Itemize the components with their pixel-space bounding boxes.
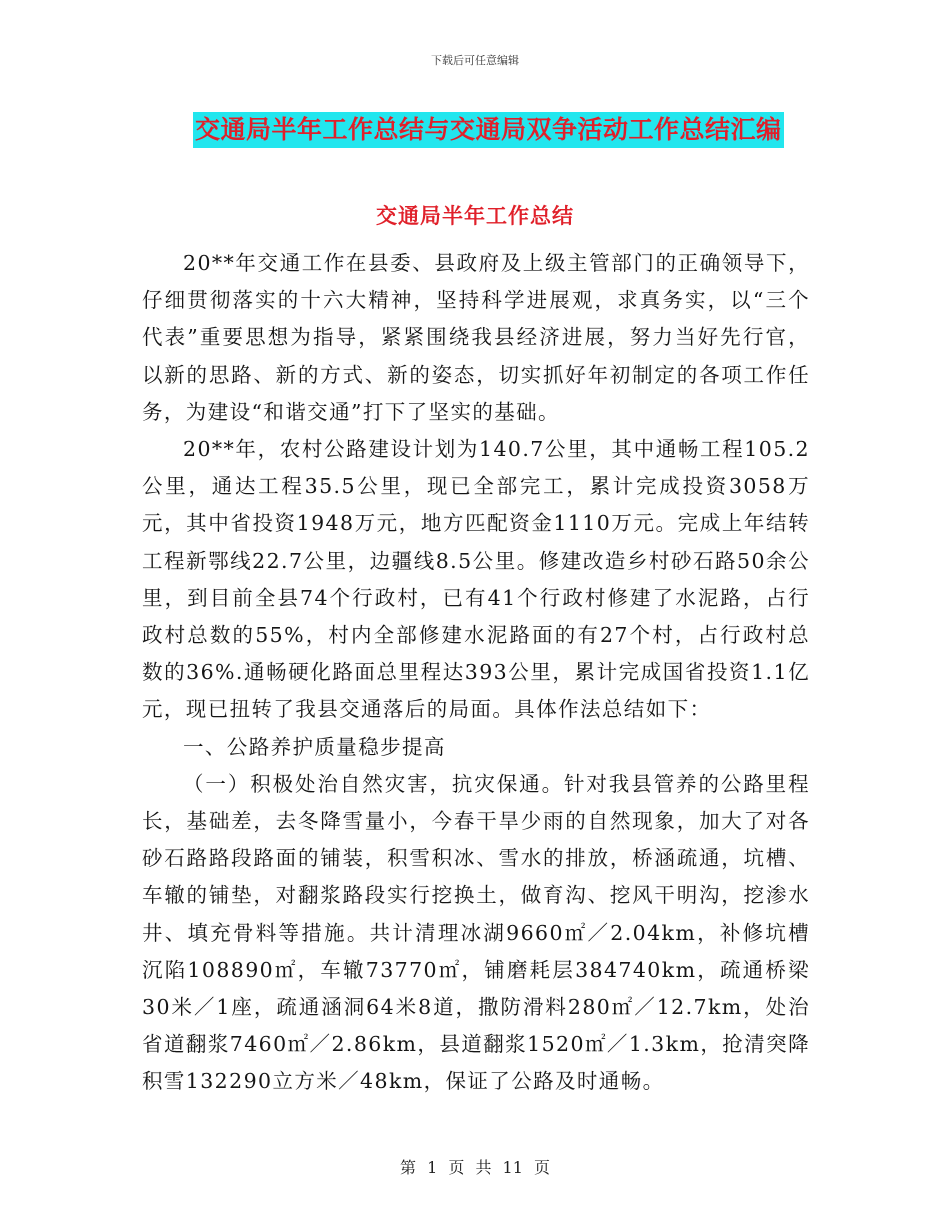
heading-road-maintenance: 一、公路养护质量稳步提高 [183,734,446,759]
document-title: 交通局半年工作总结与交通局双争活动工作总结汇编 [193,112,784,148]
paragraph-disaster-response: （一）积极处治自然灾害，抗灾保通。针对我县管养的公路里程长，基础差，去冬降雪量小，今春干旱少雨的自然现象，加大了对各砂石路路段路面的铺装，积雪积冰、雪水的排放，桥涵疏通，坑槽、车辙的铺垫，对翻浆路段实行挖换土，做育沟、挖风干明沟，挖渗水井、填充骨料等措施。共计清理冰湖9660㎡／2.04km，补修坑槽沉陷108890㎡，车辙73770㎡，铺磨耗层384740km，疏通桥梁30米／1座，疏通涵洞64米8道，撒防滑料280㎡／12.7km，处治省道翻浆7460㎡／2.86km，县道翻浆1520㎡／1.3km，抢清突降积雪132290立方米／48km，保证了公路及时通畅。 [142,771,810,1094]
paragraph-road-construction: 20**年，农村公路建设计划为140.7公里，其中通畅工程105.2公里，通达工程35.5公里，现已全部完工，累计完成投资3058万元，其中省投资1948万元，地方匹配资金1110万元。完成上年结转工程新鄂线22.7公里，边疆线8.5公里。修建改造乡村砂石路50余公里，到目前全县74个行政村，已有41个行政村修建了水泥路，占行政村总数的55%，村内全部修建水泥路面的有27个村，占行政村总数的36%.通畅硬化路面总里程达393公里，累计完成国省投资1.1亿元，现已扭转了我县交通落后的局面。具体作法总结如下： [142,437,810,722]
section-title: 交通局半年工作总结 [376,204,574,228]
page-footer-indicator: 第 1 页 共 11 页 [400,1158,550,1177]
paragraph-intro: 20**年交通工作在县委、县政府及上级主管部门的正确领导下，仔细贯彻落实的十六大精神，坚持科学进展观，求真务实，以“三个代表”重要思想为指导，紧紧围绕我县经济进展，努力当好先行官，以新的思路、新的方式、新的姿态，切实抓好年初制定的各项工作任务，为建设“和谐交通”打下了坚实的基础。 [142,251,810,424]
document-body [142,245,810,1101]
page-header-note: 下载后可任意编辑 [431,54,519,67]
